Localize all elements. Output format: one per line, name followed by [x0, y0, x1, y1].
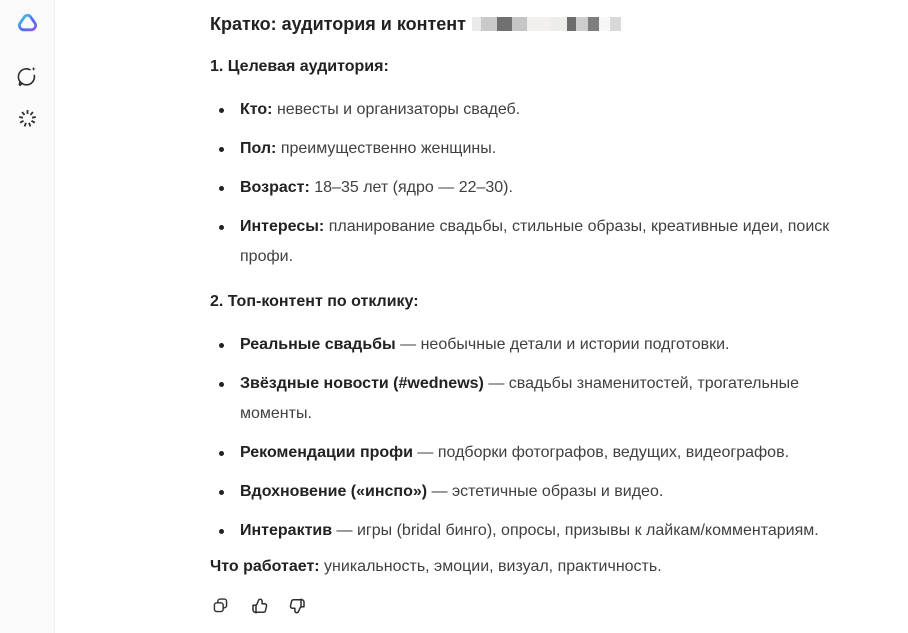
- message-title-text: Кратко: аудитория и контент: [210, 14, 466, 34]
- redaction-bar: [472, 17, 621, 31]
- list-item: Интерактив — игры (bridal бинго), опросы, призывы к лайкам/комментариям.: [210, 516, 866, 546]
- new-chat-icon: [15, 65, 39, 92]
- section-1-list: [210, 95, 866, 272]
- new-chat-button[interactable]: [14, 65, 40, 91]
- list-item: Возраст: 18–35 лет (ядро — 22–30).: [210, 173, 866, 203]
- chat-message: [55, 0, 908, 633]
- thumbs-up-icon: [249, 596, 269, 619]
- message-actions: [210, 597, 866, 617]
- list-item: Звёздные новости (#wednews) — свадьбы знаменитостей, трогательные моменты.: [210, 369, 866, 429]
- message-title: [210, 13, 866, 35]
- section-2-heading: 2. Топ-контент по отклику:: [210, 293, 419, 310]
- sidebar: [0, 0, 55, 633]
- copy-icon: [211, 596, 230, 618]
- copy-button[interactable]: [210, 597, 230, 617]
- section-1-heading: 1. Целевая аудитория:: [210, 58, 389, 75]
- spark-icon: [16, 107, 39, 133]
- thumbs-up-button[interactable]: [249, 597, 269, 617]
- list-item: Кто: невесты и организаторы свадеб.: [210, 95, 866, 125]
- section-2-list: [210, 330, 866, 546]
- list-item: Интересы: планирование свадьбы, стильные образы, креативные идеи, поиск профи.: [210, 212, 866, 272]
- thumbs-down-icon: [288, 596, 308, 619]
- summary-line: Что работает: уникальность, эмоции, визуал, практичность.: [210, 558, 662, 575]
- thumbs-down-button[interactable]: [288, 597, 308, 617]
- list-item: Реальные свадьбы — необычные детали и истории подготовки.: [210, 330, 866, 360]
- alice-logo-icon: [15, 11, 40, 40]
- spark-button[interactable]: [14, 107, 40, 133]
- list-item: Рекомендации профи — подборки фотографов, ведущих, видеографов.: [210, 438, 866, 468]
- list-item: Пол: преимущественно женщины.: [210, 134, 866, 164]
- list-item: Вдохновение («инспо») — эстетичные образы и видео.: [210, 477, 866, 507]
- alice-logo[interactable]: [14, 12, 40, 38]
